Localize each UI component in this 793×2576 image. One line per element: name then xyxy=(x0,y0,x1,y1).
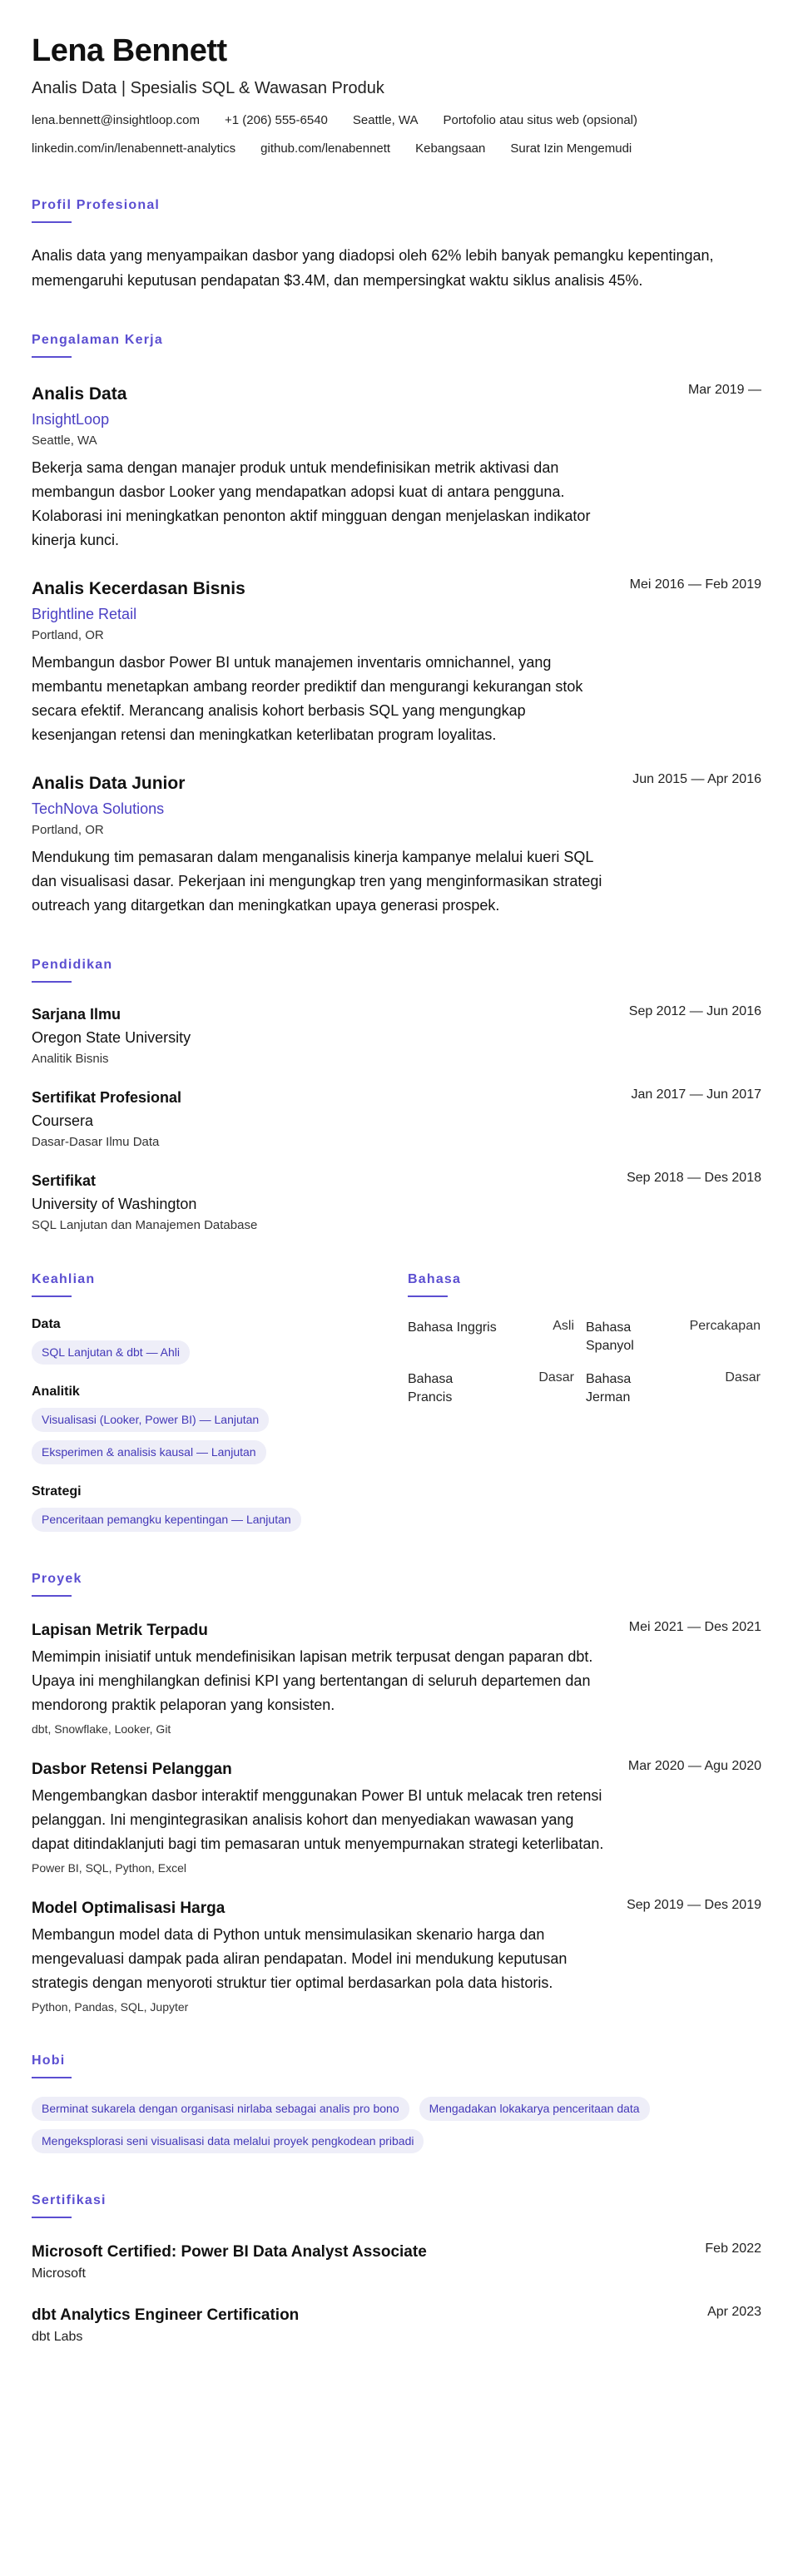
job-description: Membangun dasbor Power BI untuk manajemen inventaris omnichannel, yang membantu menetapkan ambang reorder prediktif dan mengurangi kekurangan stok secara efektif. Merancang analisis kohort berbasis SQL yang mengungkap kesenjangan retensi dan meningkatkan keterlibatan program loyalitas. xyxy=(32,654,583,743)
contact-drivers-license: Surat Izin Mengemudi xyxy=(510,141,632,156)
education-field: Dasar-Dasar Ilmu Data xyxy=(32,1135,160,1149)
section-title: Bahasa xyxy=(408,1272,462,1286)
language-item xyxy=(586,1370,761,1407)
education-school: Oregon State University xyxy=(32,1029,191,1046)
project-tech: Python, Pandas, SQL, Jupyter xyxy=(32,2000,189,2014)
job-company: TechNova Solutions xyxy=(32,800,165,817)
project-entry xyxy=(32,1620,761,1736)
language-name: Bahasa Jerman xyxy=(586,1372,632,1404)
job-title: Analis Kecerdasan Bisnis xyxy=(32,579,245,598)
language-item xyxy=(408,1319,574,1355)
education-section xyxy=(32,958,761,1232)
contact-email[interactable]: lena.bennett@insightloop.com xyxy=(32,113,201,127)
section-divider xyxy=(32,1595,72,1597)
skills-languages-row xyxy=(32,1272,761,1532)
job-location: Seattle, WA xyxy=(32,433,97,448)
section-title: Proyek xyxy=(32,1572,82,1586)
job-dates: Mar 2019 — xyxy=(687,383,761,397)
section-divider xyxy=(32,221,72,223)
education-dates: Sep 2018 — Des 2018 xyxy=(627,1171,761,1185)
education-entry xyxy=(32,1171,761,1232)
skill-group xyxy=(32,1484,408,1532)
certification-issuer: dbt Labs xyxy=(32,2330,83,2344)
job-location: Portland, OR xyxy=(32,823,104,837)
section-divider xyxy=(32,981,72,983)
project-entry xyxy=(32,1759,761,1875)
language-item xyxy=(586,1319,761,1355)
section-title: Pendidikan xyxy=(32,958,113,972)
skill-pill: Visualisasi (Looker, Power BI) — Lanjutan xyxy=(32,1408,269,1432)
education-field: Analitik Bisnis xyxy=(32,1052,109,1066)
project-dates: Sep 2019 — Des 2019 xyxy=(627,1898,761,1912)
contact-row-1 xyxy=(32,111,761,130)
project-tech: Power BI, SQL, Python, Excel xyxy=(32,1861,186,1875)
experience-section xyxy=(32,333,761,918)
skill-group-label: Analitik xyxy=(32,1385,80,1399)
education-field: SQL Lanjutan dan Manajemen Database xyxy=(32,1218,258,1232)
project-description: Mengembangkan dasbor interaktif menggunakan Power BI untuk melacak tren retensi pelanggan. Ini mengintegrasikan analisis kohort dan menyediakan wawasan yang dapat ditindaklanjuti bagi tim pemasaran untuk menyempurnakan strategi keterlibatan. xyxy=(32,1787,604,1852)
job-title: Analis Data Junior xyxy=(32,774,186,793)
job-dates: Jun 2015 — Apr 2016 xyxy=(632,772,761,786)
project-tech: dbt, Snowflake, Looker, Git xyxy=(32,1722,171,1736)
contact-phone[interactable]: +1 (206) 555-6540 xyxy=(225,113,328,127)
language-grid xyxy=(408,1319,761,1407)
education-dates: Sep 2012 — Jun 2016 xyxy=(628,1004,761,1018)
profile-section xyxy=(32,198,761,293)
skill-group-label: Data xyxy=(32,1317,61,1331)
language-name: Bahasa Inggris xyxy=(408,1320,497,1335)
job-company: Brightline Retail xyxy=(32,606,137,622)
hobby-list xyxy=(32,2097,761,2153)
education-degree: Sarjana Ilmu xyxy=(32,1006,121,1023)
section-divider xyxy=(32,2217,72,2218)
project-dates: Mei 2021 — Des 2021 xyxy=(628,1620,761,1634)
project-title: Model Optimalisasi Harga xyxy=(32,1900,226,1917)
language-level: Dasar xyxy=(725,1370,761,1385)
education-school: Coursera xyxy=(32,1112,94,1129)
education-degree: Sertifikat xyxy=(32,1172,97,1189)
language-item xyxy=(408,1370,574,1407)
candidate-title: Analis Data | Spesialis SQL & Wawasan Produk xyxy=(32,79,384,97)
section-title: Profil Profesional xyxy=(32,198,161,212)
education-degree: Sertifikat Profesional xyxy=(32,1089,182,1106)
profile-summary: Analis data yang menyampaikan dasbor yang diadopsi oleh 62% lebih banyak pemangku kepentingan, memengaruhi keputusan pendapatan $3.4M, dan mempersingkat waktu siklus analisis 45%. xyxy=(32,247,714,289)
project-description: Membangun model data di Python untuk mensimulasikan skenario harga dan mengevaluasi dampak pada aliran pendapatan. Model ini mendukung keputusan strategis dengan menyoroti struktur tier optimal berdasarkan pola data historis. xyxy=(32,1926,567,1991)
certification-date: Apr 2023 xyxy=(707,2305,761,2319)
project-dates: Mar 2020 — Agu 2020 xyxy=(627,1759,761,1773)
job-title: Analis Data xyxy=(32,384,127,404)
job-description: Bekerja sama dengan manajer produk untuk mendefinisikan metrik aktivasi dan membangun dasbor Looker yang mendapatkan adopsi kuat di antara pengguna. Kolaborasi ini meningkatkan penonton aktif mingguan dengan menjelaskan indikator kinerja kunci. xyxy=(32,459,591,548)
language-level: Asli xyxy=(553,1319,574,1333)
certification-date: Feb 2022 xyxy=(705,2242,761,2256)
contact-linkedin[interactable]: linkedin.com/in/lenabennett-analytics xyxy=(32,141,236,156)
certification-name: dbt Analytics Engineer Certification xyxy=(32,2306,300,2324)
candidate-name: Lena Bennett xyxy=(32,33,227,68)
project-entry xyxy=(32,1898,761,2014)
certification-name: Microsoft Certified: Power BI Data Analyst Associate xyxy=(32,2243,427,2261)
section-title: Hobi xyxy=(32,2053,66,2068)
language-level: Percakapan xyxy=(689,1319,761,1333)
hobby-pill: Mengeksplorasi seni visualisasi data melalui proyek pengkodean pribadi xyxy=(32,2129,424,2153)
section-title: Keahlian xyxy=(32,1272,96,1286)
contact-row-2 xyxy=(32,140,761,158)
skill-pill: Penceritaan pemangku kepentingan — Lanjutan xyxy=(32,1508,301,1532)
section-divider xyxy=(32,1295,72,1297)
contact-github[interactable]: github.com/lenabennett xyxy=(260,141,391,156)
skill-group xyxy=(32,1385,408,1464)
skill-pill: Eksperimen & analisis kausal — Lanjutan xyxy=(32,1440,266,1464)
certifications-section xyxy=(32,2193,761,2345)
languages-section xyxy=(408,1272,761,1532)
contact-portfolio[interactable]: Portofolio atau situs web (opsional) xyxy=(443,113,637,127)
skills-section xyxy=(32,1272,408,1532)
job-description: Mendukung tim pemasaran dalam menganalisis kinerja kampanye melalui kueri SQL dan visualisasi dasar. Pekerjaan ini mengungkap tren yang menginformasikan strategi outreach yang ditargetkan dan meningkatkan upaya generasi prospek. xyxy=(32,849,602,914)
education-school: University of Washington xyxy=(32,1196,197,1212)
job-entry xyxy=(32,383,761,552)
skill-pill: SQL Lanjutan & dbt — Ahli xyxy=(32,1340,190,1365)
education-entry xyxy=(32,1087,761,1149)
certification-entry xyxy=(32,2242,761,2281)
hobbies-section xyxy=(32,2053,761,2153)
hobby-pill: Mengadakan lokakarya penceritaan data xyxy=(419,2097,650,2121)
job-entry xyxy=(32,772,761,918)
job-location: Portland, OR xyxy=(32,628,104,642)
section-title: Sertifikasi xyxy=(32,2193,107,2207)
job-entry xyxy=(32,577,761,747)
resume-header xyxy=(32,32,761,158)
education-entry xyxy=(32,1004,761,1066)
certification-entry xyxy=(32,2305,761,2345)
language-name: Bahasa Prancis xyxy=(408,1372,453,1404)
certification-issuer: Microsoft xyxy=(32,2266,86,2281)
hobby-pill: Berminat sukarela dengan organisasi nirlaba sebagai analis pro bono xyxy=(32,2097,409,2121)
contact-location: Seattle, WA xyxy=(352,113,419,127)
language-level: Dasar xyxy=(538,1370,574,1385)
project-title: Lapisan Metrik Terpadu xyxy=(32,1622,208,1639)
section-divider xyxy=(32,356,72,358)
project-title: Dasbor Retensi Pelanggan xyxy=(32,1761,232,1778)
projects-section xyxy=(32,1572,761,2014)
job-dates: Mei 2016 — Feb 2019 xyxy=(629,577,761,592)
section-divider xyxy=(32,2077,72,2078)
skill-group xyxy=(32,1317,408,1365)
contact-nationality: Kebangsaan xyxy=(415,141,486,156)
language-name: Bahasa Spanyol xyxy=(586,1320,634,1353)
section-divider xyxy=(408,1295,448,1297)
project-description: Memimpin inisiatif untuk mendefinisikan lapisan metrik terpusat dengan paparan dbt. Upaya ini menghilangkan definisi KPI yang bertentangan di seluruh departemen dan mendorong praktik pelaporan yang konsisten. xyxy=(32,1648,593,1713)
education-dates: Jan 2017 — Jun 2017 xyxy=(631,1087,761,1102)
section-title: Pengalaman Kerja xyxy=(32,333,163,347)
job-company: InsightLoop xyxy=(32,411,110,428)
skill-group-label: Strategi xyxy=(32,1484,82,1499)
